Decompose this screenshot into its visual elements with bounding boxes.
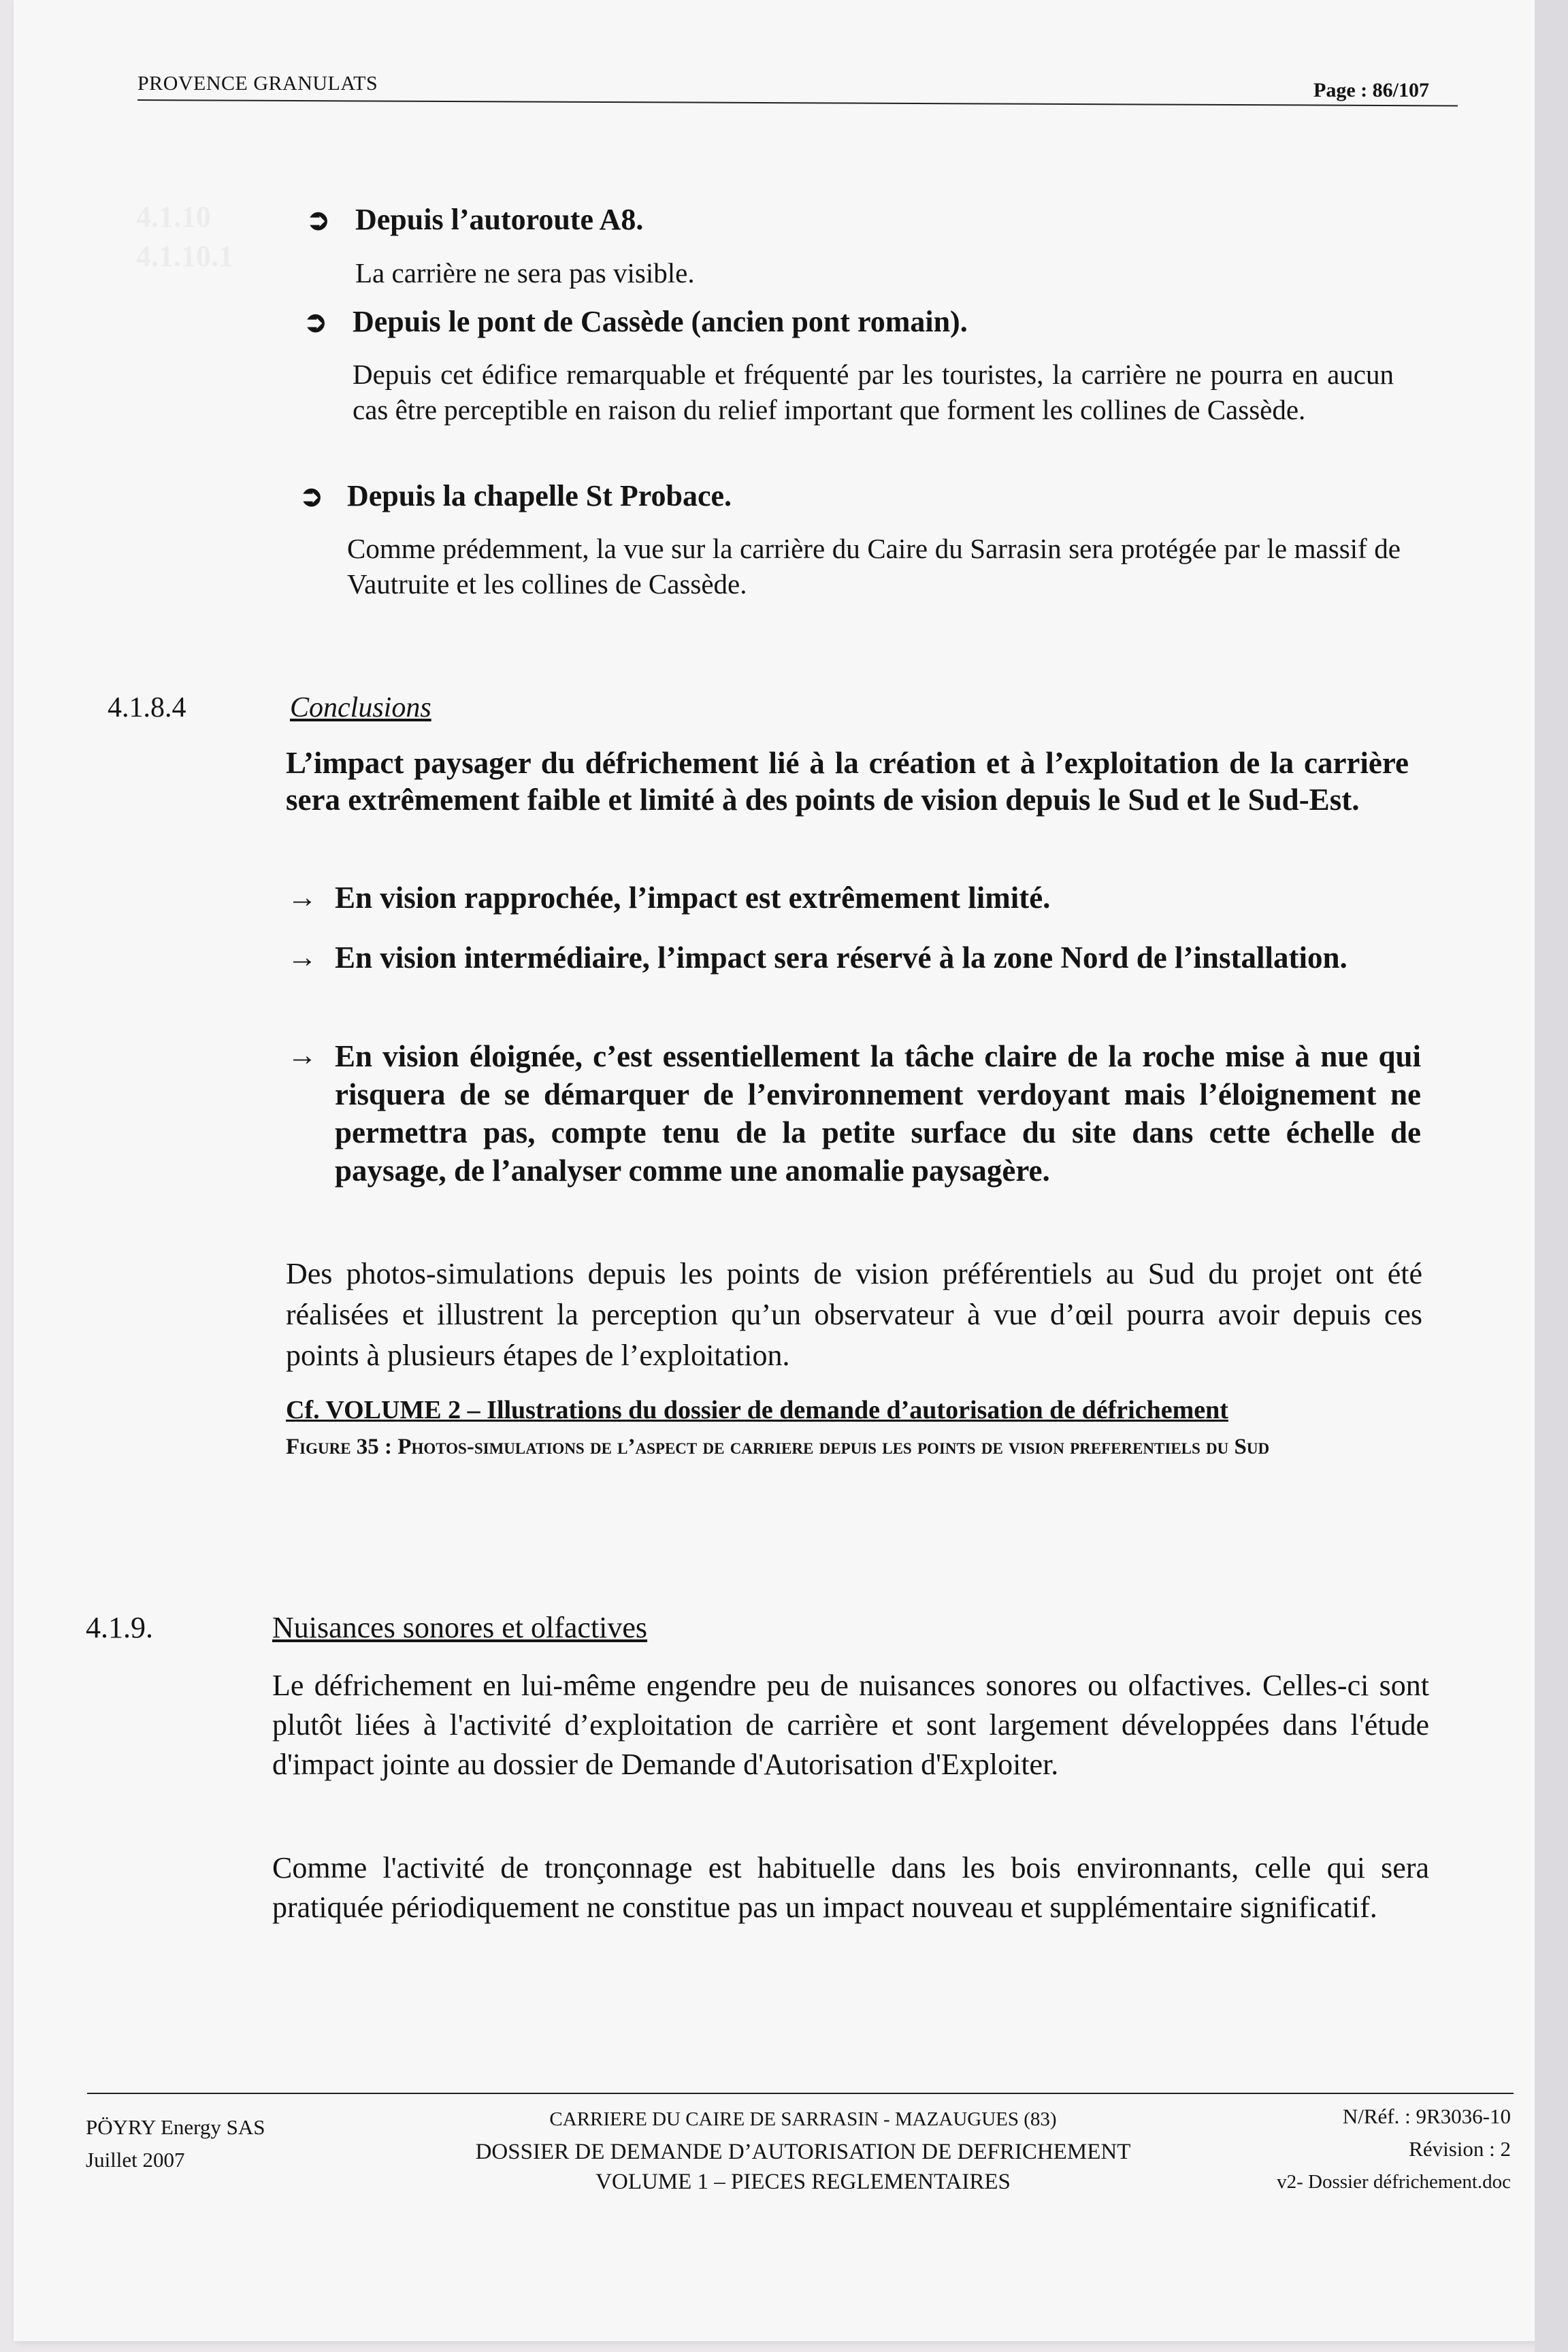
hook-arrow-icon: ➲ [306, 205, 331, 236]
nuisances-paragraph-1: Le défrichement en lui-même engendre peu de nuisances sonores ou olfactives. Celles-ci sont plutôt liées à l'activité d’exploitation de carrière et sont largement développées dans l'étude d'impact jointe au dossier de Demande d'Autorisation d'Exploiter. [272, 1669, 1429, 1781]
photo-simulation-text: Des photos-simulations depuis les points de vision préférentiels au Sud du projet ont été réalisées et illustrent la perception qu’un observateur à vue d’œil pourra avoir depuis ces points à plusieurs étapes de l’exploitation. [286, 1257, 1422, 1372]
hook-arrow-icon: ➲ [299, 481, 324, 512]
viewpoint-1-text: La carrière ne sera pas visible. [355, 257, 695, 289]
section-title: Conclusions [290, 692, 431, 723]
conclusion-intro: L’impact paysager du défrichement lié à la création et à l’exploitation de la carrière sera extrêmement faible et limité à des points de vision depuis le Sud et le Sud-Est. [286, 746, 1409, 817]
viewpoint-3-text: Comme prédemment, la vue sur la carrière du Caire du Sarrasin sera protégée par le massif de Vautruite et les collines de Cassède. [347, 533, 1401, 600]
footer-volume: VOLUME 1 – PIECES REGLEMENTAIRES [595, 2170, 1011, 2194]
hook-arrow-icon: ➲ [304, 307, 328, 338]
conclusion-item-2: En vision intermédiaire, l’impact sera réservé à la zone Nord de l’installation. [335, 941, 1348, 975]
footer-rule [87, 2093, 1514, 2094]
footer-project: CARRIERE DU CAIRE DE SARRASIN - MAZAUGUES (83) [549, 2108, 1057, 2130]
footer-company: PÖYRY Energy SAS [86, 2115, 265, 2139]
viewpoint-2-title: Depuis le pont de Cassède (ancien pont romain). [353, 305, 968, 338]
section-number: 4.1.8.4 [108, 692, 186, 723]
viewpoint-3-title: Depuis la chapelle St Probace. [347, 479, 732, 512]
header-page-number: Page : 86/107 [1313, 79, 1429, 101]
arrow-icon: → [287, 1039, 317, 1072]
footer-reference: N/Réf. : 9R3036-10 [1342, 2104, 1511, 2128]
document-page [14, 0, 1545, 2341]
conclusion-item-1: En vision rapprochée, l’impact est extrêmement limité. [335, 881, 1051, 915]
footer-date: Juillet 2007 [86, 2148, 185, 2172]
nuisances-paragraph-2: Comme l'activité de tronçonnage est habituelle dans les bois environnants, celle qui sera pratiquée périodiquement ne constitue pas un impact nouveau et supplémentaire significatif. [272, 1851, 1429, 1924]
arrow-icon: → [287, 941, 317, 974]
arrow-icon: → [287, 881, 317, 914]
section-title: Nuisances sonores et olfactives [272, 1611, 648, 1644]
page-edge [1535, 0, 1568, 2352]
viewpoint-2-text: Depuis cet édifice remarquable et fréquenté par les touristes, la carrière ne pourra en aucun cas être perceptible en raison du relief important que forment les collines de Cassède. [353, 359, 1394, 425]
section-number: 4.1.9. [86, 1611, 153, 1644]
show-through [136, 197, 233, 276]
header-rule [137, 99, 1458, 106]
footer-dossier: DOSSIER DE DEMANDE D’AUTORISATION DE DEFRICHEMENT [475, 2140, 1131, 2164]
figure-caption: Figure 35 : Photos-simulations de l’aspect de carriere depuis les points de vision preferentiels du Sud [286, 1435, 1270, 1459]
footer-revision: Révision : 2 [1409, 2137, 1511, 2161]
footer-filename: v2- Dossier défrichement.doc [1277, 2171, 1511, 2193]
cf-volume-reference: Cf. VOLUME 2 – Illustrations du dossier de demande d’autorisation de défrichement [286, 1396, 1228, 1424]
viewpoint-1-title: Depuis l’autoroute A8. [355, 203, 644, 236]
header-company: PROVENCE GRANULATS [137, 72, 378, 95]
conclusion-item-3: En vision éloignée, c’est essentiellement la tâche claire de la roche mise à nue qui risquera de se démarquer de l’environnement verdoyant mais l’éloignement ne permettra pas, compte tenu de la petite surface du site dans cette échelle de paysage, de l’analyser comme une anomalie paysagère. [335, 1039, 1421, 1188]
